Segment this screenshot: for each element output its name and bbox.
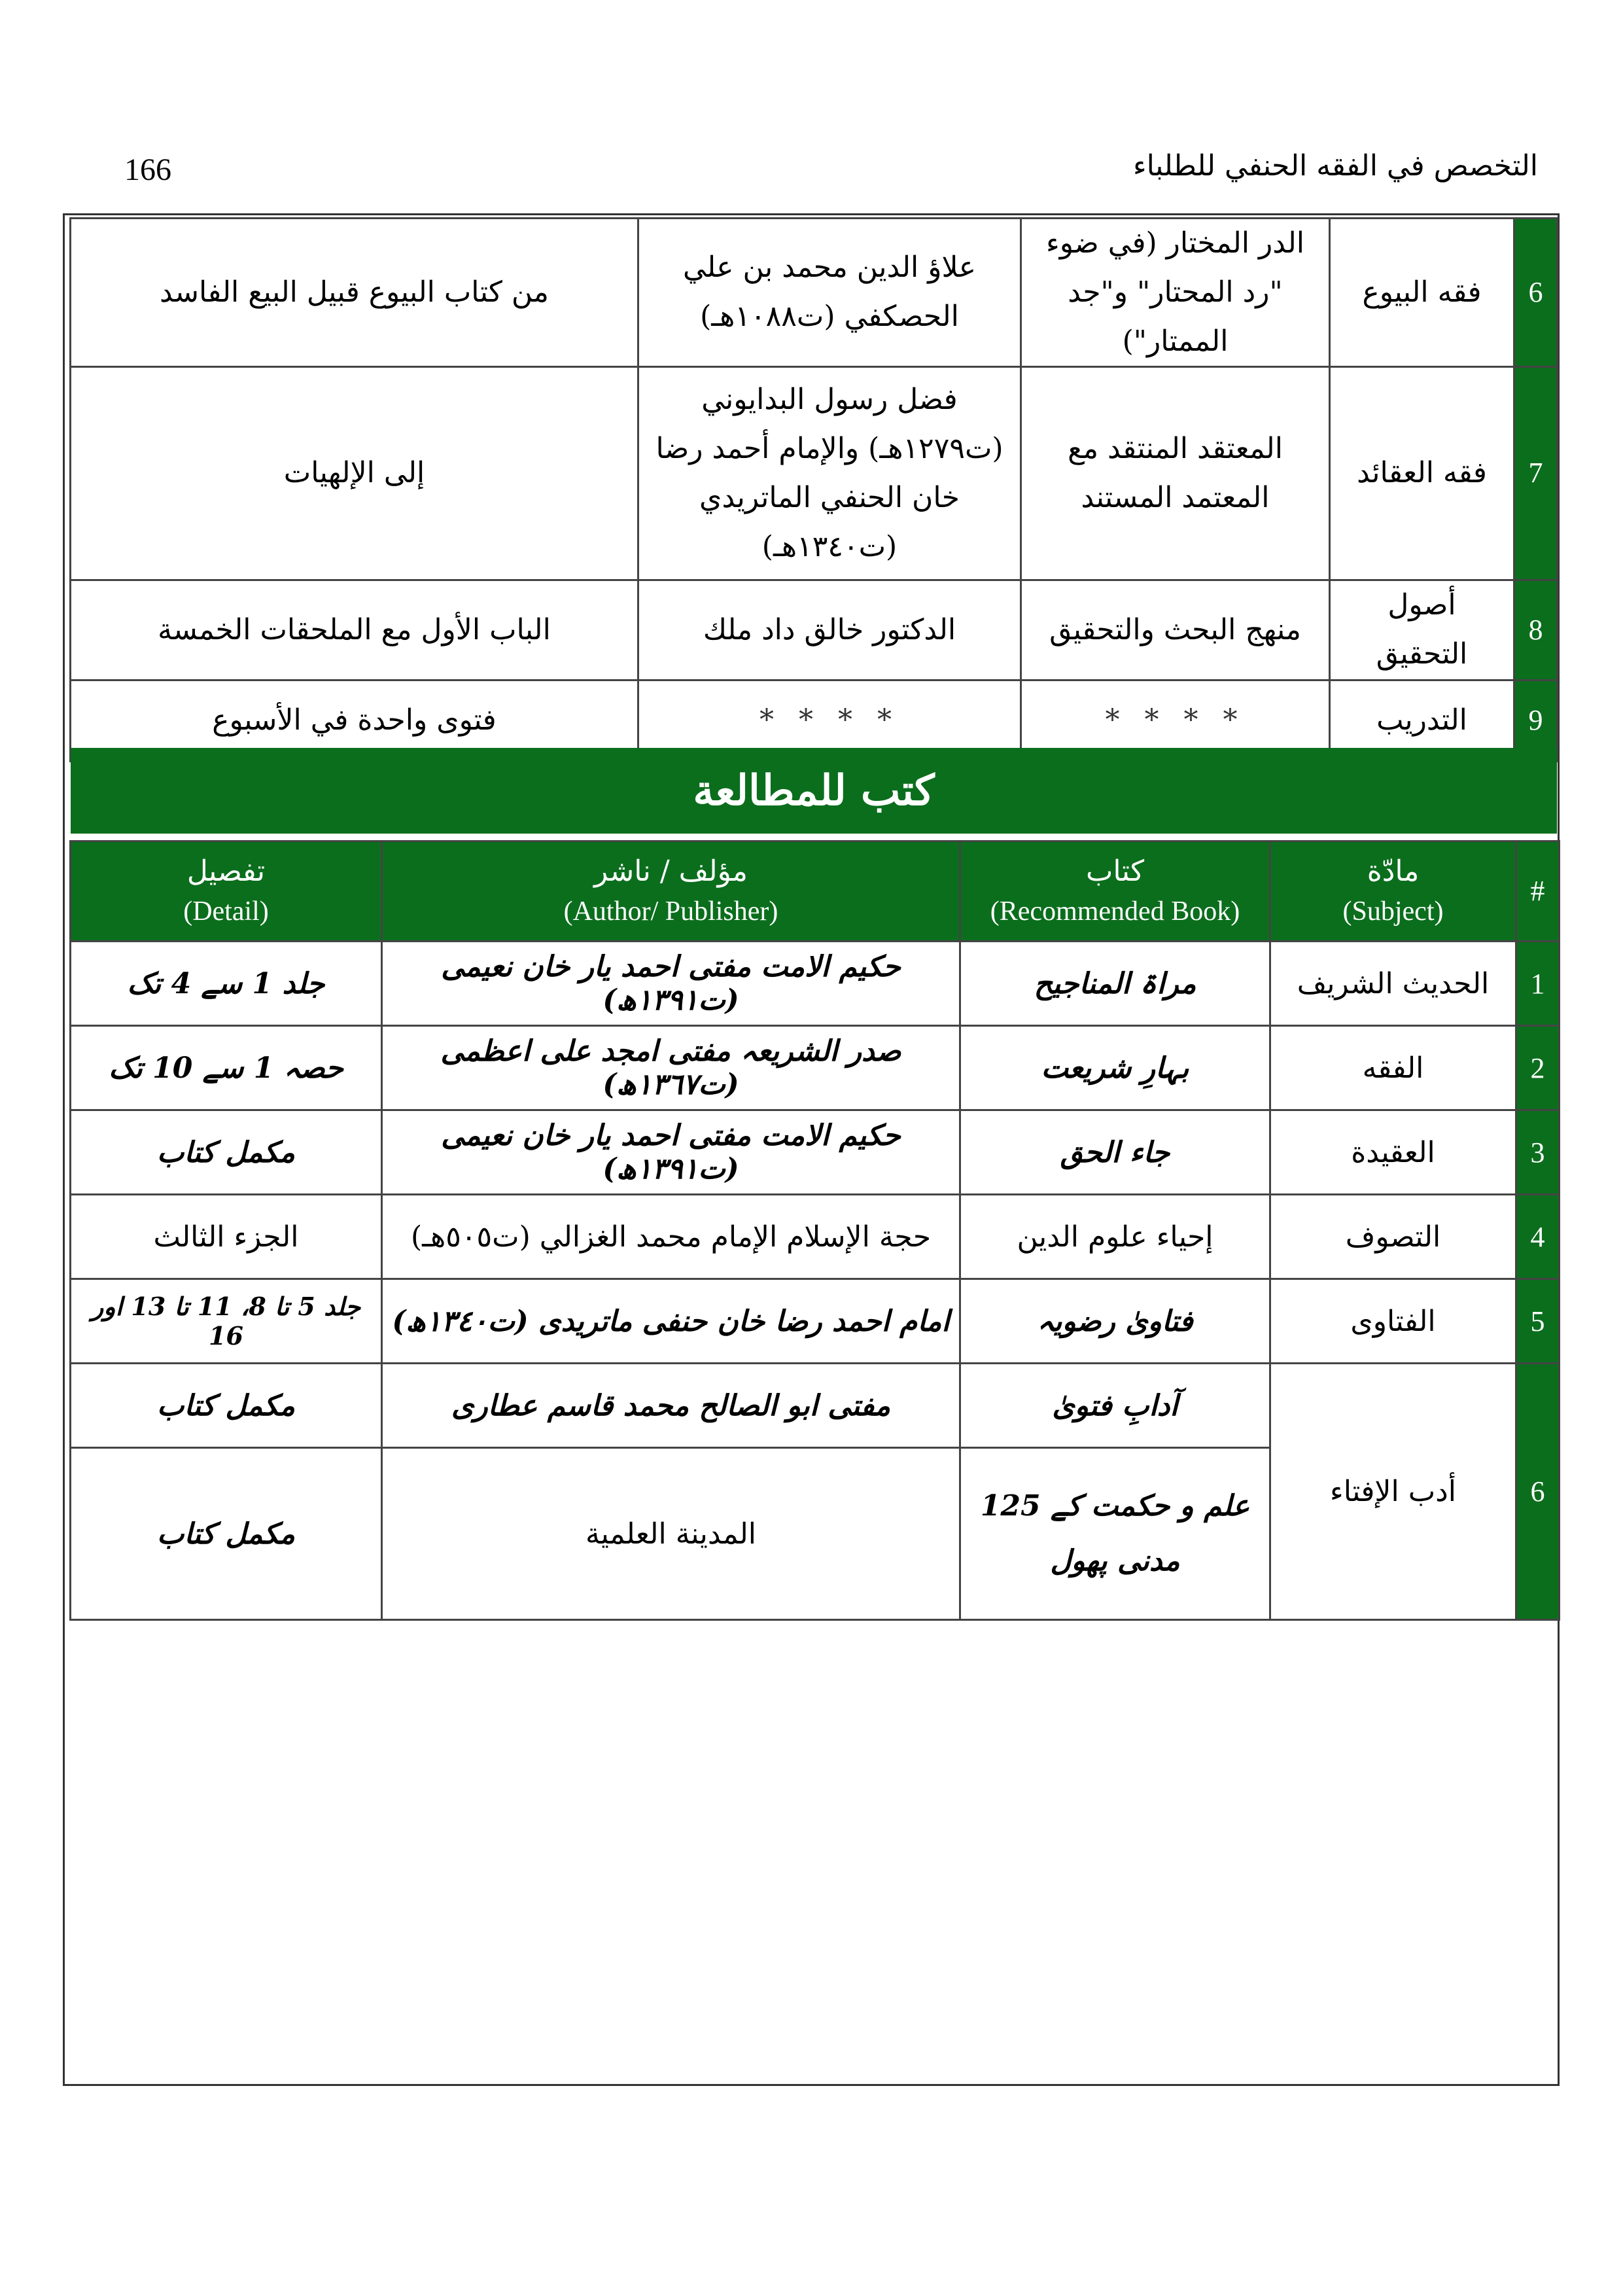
header-author-en: (Author/ Publisher) (563, 896, 778, 927)
subject-cell: الفتاوى (1270, 1279, 1516, 1364)
detail-cell: مکمل کتاب (71, 1364, 382, 1448)
book-cell: إحياء علوم الدين (960, 1195, 1270, 1279)
row-number: 7 (1514, 367, 1558, 580)
author-cell: المدينة العلمية (382, 1448, 960, 1620)
subject-cell: الفقه (1270, 1026, 1516, 1110)
table-row (71, 1279, 1560, 1364)
subject-cell: أصول التحقيق (1330, 580, 1514, 680)
table-row (71, 580, 1558, 680)
running-header-title: التخصص في الفقه الحنفي للطلباء (1132, 149, 1538, 183)
row-number: 5 (1516, 1279, 1560, 1364)
row-number: 3 (1516, 1110, 1560, 1195)
book-cell: مراۃ المناجیح (960, 942, 1270, 1026)
author-cell: حکیم الامت مفتی احمد یار خان نعیمی (ت١٣٩١ھ) (382, 1110, 960, 1195)
author-cell: حجة الإسلام الإمام محمد الغزالي (ت٥٠٥هـ) (382, 1195, 960, 1279)
author-cell: صدر الشریعہ مفتی امجد علی اعظمی (ت١٣٦٧ھ) (382, 1026, 960, 1110)
header-author (382, 841, 960, 942)
book-cell: جاء الحق (960, 1110, 1270, 1195)
detail-cell: الجزء الثالث (71, 1195, 382, 1279)
header-book-ar: كتاب (1085, 854, 1145, 888)
portion-cell: من كتاب البيوع قبيل البيع الفاسد (71, 219, 638, 367)
subject-cell: أدب الإفتاء (1270, 1364, 1516, 1620)
table-row (71, 219, 1558, 367)
table-row (71, 1026, 1560, 1110)
reading-books-table (69, 840, 1560, 1621)
author-cell: علاؤ الدين محمد بن علي الحصكفي (ت١٠٨٨هـ) (638, 219, 1021, 367)
book-cell: * * * * (1021, 680, 1330, 761)
row-number: 6 (1514, 219, 1558, 367)
detail-cell: جلد 1 سے 4 تک (71, 942, 382, 1026)
page-number: 166 (124, 152, 171, 187)
row-number: 8 (1514, 580, 1558, 680)
table-row (71, 1195, 1560, 1279)
header-subject (1270, 841, 1516, 942)
subject-cell: الحديث الشريف (1270, 942, 1516, 1026)
subject-cell: فقه العقائد (1330, 367, 1514, 580)
row-number: 2 (1516, 1026, 1560, 1110)
book-cell: منهج البحث والتحقيق (1021, 580, 1330, 680)
reading-books-banner: كتب للمطالعة (71, 748, 1557, 834)
header-author-ar: مؤلف / ناشر (594, 854, 748, 888)
author-cell: امام احمد رضا خان حنفی ماتریدی (ت١٣٤٠ھ) (382, 1279, 960, 1364)
author-cell: * * * * (638, 680, 1021, 761)
table-header-row (71, 841, 1560, 942)
table-row (71, 1364, 1560, 1448)
table-row (71, 367, 1558, 580)
row-number: 9 (1514, 680, 1558, 761)
book-cell: علم و حکمت کے 125 مدنی پھول (960, 1448, 1270, 1620)
header-detail-ar: تفصيل (186, 854, 266, 888)
subject-cell: العقيدة (1270, 1110, 1516, 1195)
subject-cell: التدريب (1330, 680, 1514, 761)
detail-cell: مکمل کتاب (71, 1110, 382, 1195)
row-number: 1 (1516, 942, 1560, 1026)
author-cell: حکیم الامت مفتی احمد یار خان نعیمی (ت١٣٩١ھ) (382, 942, 960, 1026)
detail-cell: جلد 5 تا 8، 11 تا 13 اور 16 (71, 1279, 382, 1364)
book-cell: فتاویٰ رضویہ (960, 1279, 1270, 1364)
table-row (71, 942, 1560, 1026)
detail-cell: حصہ 1 سے 10 تک (71, 1026, 382, 1110)
header-book-en: (Recommended Book) (990, 896, 1240, 927)
book-cell: الدر المختار (في ضوء "رد المحتار" و"جد الممتار") (1021, 219, 1330, 367)
portion-cell: إلى الإلهيات (71, 367, 638, 580)
book-cell: بہارِ شریعت (960, 1026, 1270, 1110)
header-hash: # (1516, 841, 1560, 942)
portion-cell: فتوى واحدة في الأسبوع (71, 680, 638, 761)
detail-cell: مکمل کتاب (71, 1448, 382, 1620)
header-subject-en: (Subject) (1342, 896, 1444, 927)
book-cell: آدابِ فتویٰ (960, 1364, 1270, 1448)
header-book (960, 841, 1270, 942)
header-detail (71, 841, 382, 942)
portion-cell: الباب الأول مع الملحقات الخمسة (71, 580, 638, 680)
subject-cell: فقه البيوع (1330, 219, 1514, 367)
author-cell: مفتی ابو الصالح محمد قاسم عطاری (382, 1364, 960, 1448)
author-cell: الدكتور خالق داد ملك (638, 580, 1021, 680)
syllabus-table (69, 217, 1558, 762)
author-cell: فضل رسول البدايوني (ت١٢٧٩هـ) والإمام أحمد رضا خان الحنفي الماتريدي (ت١٣٤٠هـ) (638, 367, 1021, 580)
header-subject-ar: مادّة (1367, 854, 1420, 888)
row-number: 6 (1516, 1364, 1560, 1620)
header-detail-en: (Detail) (183, 896, 269, 927)
row-number: 4 (1516, 1195, 1560, 1279)
table-row (71, 1110, 1560, 1195)
book-cell: المعتقد المنتقد مع المعتمد المستند (1021, 367, 1330, 580)
subject-cell: التصوف (1270, 1195, 1516, 1279)
